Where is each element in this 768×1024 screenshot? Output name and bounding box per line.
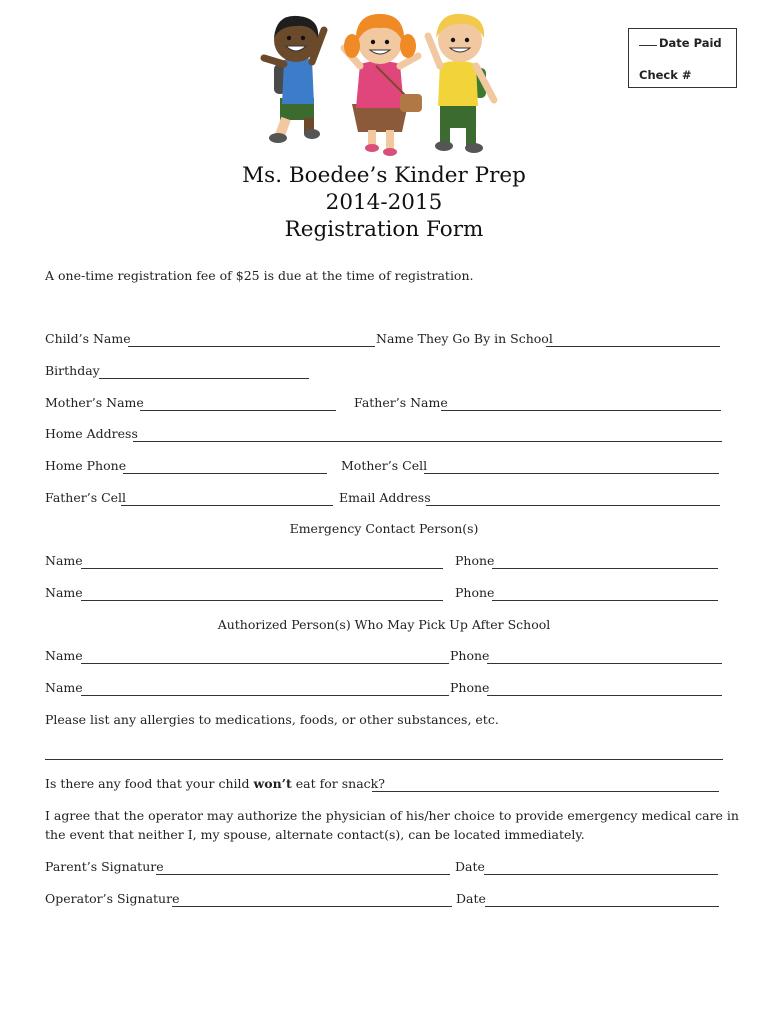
- date-paid-row: [639, 36, 722, 50]
- fathers-cell-field[interactable]: [121, 505, 333, 506]
- fee-notice: A one-time registration fee of $25 is due at the time of registration.: [45, 268, 474, 283]
- allergies-prompt: Please list any allergies to medications, foods, or other substances, etc.: [45, 712, 499, 727]
- home-phone-field[interactable]: [123, 473, 327, 474]
- form-title: [0, 162, 768, 243]
- authorized-name-1-field[interactable]: [81, 663, 449, 664]
- childs-name-label: Child’s Name: [45, 331, 131, 346]
- girl-middle-figure: [344, 14, 422, 156]
- school-nickname-field[interactable]: [546, 346, 720, 347]
- mothers-name-field[interactable]: [140, 410, 336, 411]
- authorized-name-2-field[interactable]: [81, 695, 449, 696]
- mothers-cell-label: Mother’s Cell: [341, 458, 428, 473]
- consent-line-1: I agree that the operator may authorize the physician of his/her choice to provide emergency medical care in: [45, 808, 739, 823]
- authorized-name-2-label: Name: [45, 680, 83, 695]
- snack-question-suffix: eat for snack?: [295, 776, 385, 791]
- emergency-phone-1-label: Phone: [455, 553, 495, 568]
- consent-line-2: the event that neither I, my spouse, alternate contact(s), can be located immediately.: [45, 827, 585, 842]
- parent-date-field[interactable]: [484, 874, 718, 875]
- boy-right-figure: [428, 14, 494, 153]
- emergency-name-2-label: Name: [45, 585, 83, 600]
- authorized-phone-2-field[interactable]: [487, 695, 722, 696]
- school-year: 2014-2015: [325, 190, 443, 215]
- authorized-heading: Authorized Person(s) Who May Pick Up After School: [217, 617, 551, 632]
- emergency-phone-2-field[interactable]: [492, 600, 718, 601]
- date-paid-label: Date Paid: [659, 36, 722, 50]
- form-name: Registration Form: [284, 217, 484, 242]
- children-clipart: [256, 8, 516, 158]
- email-address-field[interactable]: [426, 505, 720, 506]
- mothers-cell-field[interactable]: [424, 473, 719, 474]
- home-phone-label: Home Phone: [45, 458, 127, 473]
- authorized-phone-1-field[interactable]: [487, 663, 722, 664]
- home-address-field[interactable]: [133, 441, 722, 442]
- parent-signature-field[interactable]: [156, 874, 450, 875]
- snack-question-prefix: Is there any food that your child: [45, 776, 250, 791]
- home-address-label: Home Address: [45, 426, 138, 441]
- emergency-name-1-label: Name: [45, 553, 83, 568]
- snack-question-emphasis: won’t: [253, 776, 292, 791]
- office-use-box: [628, 28, 737, 88]
- school-name: Ms. Boedee’s Kinder Prep: [242, 163, 526, 188]
- emergency-name-2-field[interactable]: [81, 600, 443, 601]
- parent-date-label: Date: [455, 859, 485, 874]
- fathers-cell-label: Father’s Cell: [45, 490, 127, 505]
- boy-left-figure: [264, 16, 324, 143]
- emergency-phone-1-field[interactable]: [492, 568, 718, 569]
- birthday-field[interactable]: [99, 378, 309, 379]
- operator-signature-label: Operator’s Signature: [45, 891, 180, 906]
- allergies-field[interactable]: [45, 759, 723, 760]
- check-number-label: Check #: [639, 68, 692, 82]
- operator-date-field[interactable]: [485, 906, 719, 907]
- emergency-name-1-field[interactable]: [81, 568, 443, 569]
- snack-field[interactable]: [372, 791, 719, 792]
- birthday-label: Birthday: [45, 363, 100, 378]
- operator-signature-field[interactable]: [172, 906, 452, 907]
- emergency-heading: Emergency Contact Person(s): [289, 521, 479, 536]
- operator-date-label: Date: [456, 891, 486, 906]
- emergency-phone-2-label: Phone: [455, 585, 495, 600]
- date-paid-blank[interactable]: [639, 45, 657, 46]
- authorized-phone-2-label: Phone: [450, 680, 490, 695]
- fathers-name-label: Father’s Name: [354, 395, 448, 410]
- school-name-label: Name They Go By in School: [376, 331, 553, 346]
- authorized-name-1-label: Name: [45, 648, 83, 663]
- authorized-phone-1-label: Phone: [450, 648, 490, 663]
- snack-question: [45, 776, 385, 791]
- parent-signature-label: Parent’s Signature: [45, 859, 164, 874]
- email-address-label: Email Address: [339, 490, 431, 505]
- mothers-name-label: Mother’s Name: [45, 395, 144, 410]
- childs-name-field[interactable]: [128, 346, 375, 347]
- fathers-name-field[interactable]: [441, 410, 721, 411]
